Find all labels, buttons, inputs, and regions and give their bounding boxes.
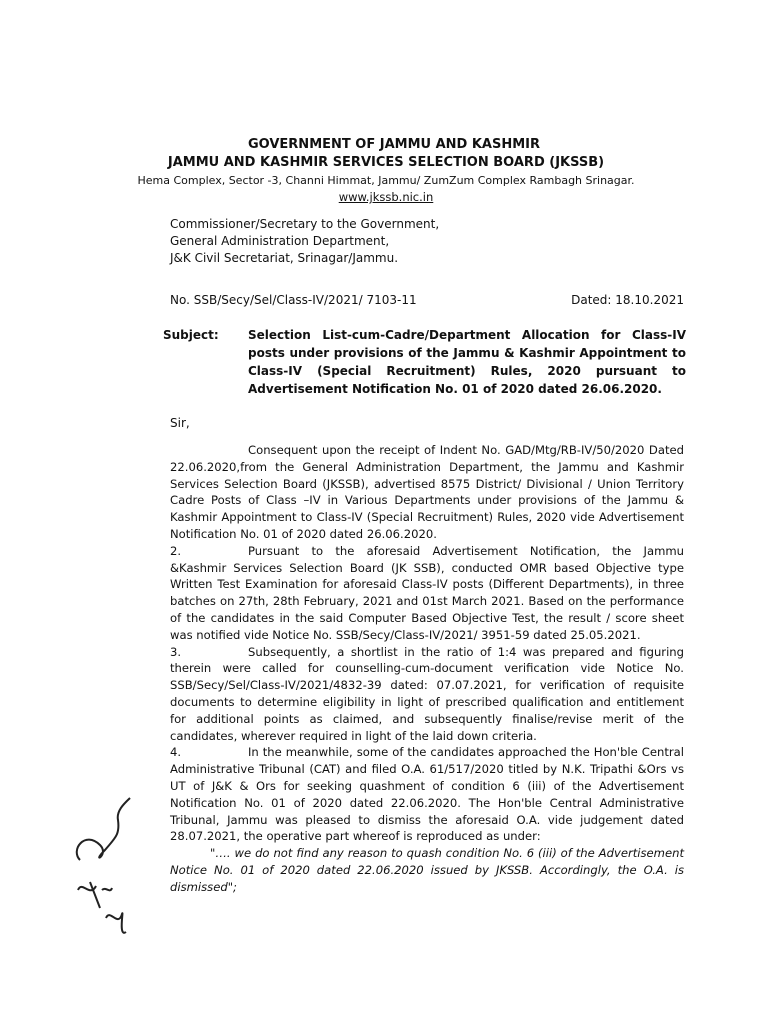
paragraph-2 xyxy=(170,543,684,644)
letterhead-address: Hema Complex, Sector -3, Channi Himmat, Jammu/ ZumZum Complex Rambagh Srinagar. xyxy=(137,174,635,187)
salutation: Sir, xyxy=(170,416,190,430)
paragraph-number: 2. xyxy=(170,543,182,558)
addressee-line: General Administration Department, xyxy=(170,234,390,248)
paragraph-1: Consequent upon the receipt of Indent No. GAD/Mtg/RB-IV/50/2020 Dated 22.06.2020,from the General Administration Department, the Jammu and Kashmir Services Selection Board (JKSSB), advertised 8575 District/ Divisional / Union Territory Cadre Posts of Class –IV in Various Departments under provisions of the Jammu & Kashmir Appointment to Class-IV (Special Recruitment) Rules, 2020 vide Advertisement Notification No. 01 of 2020 dated 26.06.2020. xyxy=(170,443,684,541)
handwritten-annotation xyxy=(60,790,150,950)
reference-number: No. SSB/Secy/Sel/Class-IV/2021/ 7103-11 xyxy=(170,293,417,307)
paragraph-4-text: In the meanwhile, some of the candidates approached the Hon'ble Central Administrative Tribunal (CAT) and filed O.A. 61/517/2020 titled by N.K. Tripathi &Ors vs UT of J&K & Ors for seeking quashment of condition 6 (iii) of the Advertisement Notification No. 01 of 2020 dated 22.06.2020. The Hon'ble Central Administrative Tribunal, Jammu was pleased to dismiss the aforesaid O.A. vide judgement dated 28.07.2021, the operative part whereof is reproduced as under: xyxy=(170,745,684,844)
letterhead-website-link[interactable]: www.jkssb.nic.in xyxy=(338,190,434,204)
paragraph-2-text: Pursuant to the aforesaid Advertisement Notification, the Jammu &Kashmir Services Selection Board (JK SSB), conducted OMR based Objective type Written Test Examination for aforesaid Class-IV posts (Different Departments), in three batches on 27th, 28th February, 2021 and 01st March 2021. Based on the performance of the candidates in the said Computer Based Objective Test, the result / score sheet was notified vide Notice No. SSB/Secy/Class-IV/2021/ 3951-59 dated 25.05.2021. xyxy=(170,543,684,642)
paragraph-3-text: Subsequently, a shortlist in the ratio of 1:4 was prepared and figuring therein were called for counselling-cum-document verification vide Notice No. SSB/Secy/Sel/Class-IV/2021/4832-39 dated: 07.07.2021, for verification of requisite documents to determine eligibility in light of prescribed qualification and entitlement for additional points as claimed, and subsequently finalise/revise merit of the candidates, wherever required in light of the laid down criteria. xyxy=(170,644,684,743)
addressee-line: Commissioner/Secretary to the Government, xyxy=(170,217,440,231)
paragraph-number: 3. xyxy=(170,644,182,659)
letter-body xyxy=(170,442,684,896)
quoted-judgement: "…. we do not find any reason to quash condition No. 6 (iii) of the Advertisement Notice No. 01 of 2020 dated 22.06.2020 issued by JKSSB. Accordingly, the O.A. is dismissed"; xyxy=(170,846,684,894)
subject-text: Selection List-cum-Cadre/Department Allocation for Class-IV posts under provisions of the Jammu & Kashmir Appointment to Class-IV (Special Recruitment) Rules, 2020 pursuant to Advertisement Notification No. 01 of 2020 dated 26.06.2020. xyxy=(248,328,686,396)
letterhead-board: JAMMU AND KASHMIR SERVICES SELECTION BOARD (JKSSB) xyxy=(167,155,605,170)
addressee-block xyxy=(170,216,439,267)
addressee-line: J&K Civil Secretariat, Srinagar/Jammu. xyxy=(170,251,399,265)
reference-date: Dated: 18.10.2021 xyxy=(571,293,684,307)
letterhead-government: GOVERNMENT OF JAMMU AND KASHMIR xyxy=(247,137,541,152)
paragraph-4 xyxy=(170,744,684,845)
paragraph-number: 4. xyxy=(170,745,182,760)
subject-label: Subject: xyxy=(163,328,219,342)
letterhead xyxy=(0,136,768,206)
paragraph-3 xyxy=(170,644,684,745)
